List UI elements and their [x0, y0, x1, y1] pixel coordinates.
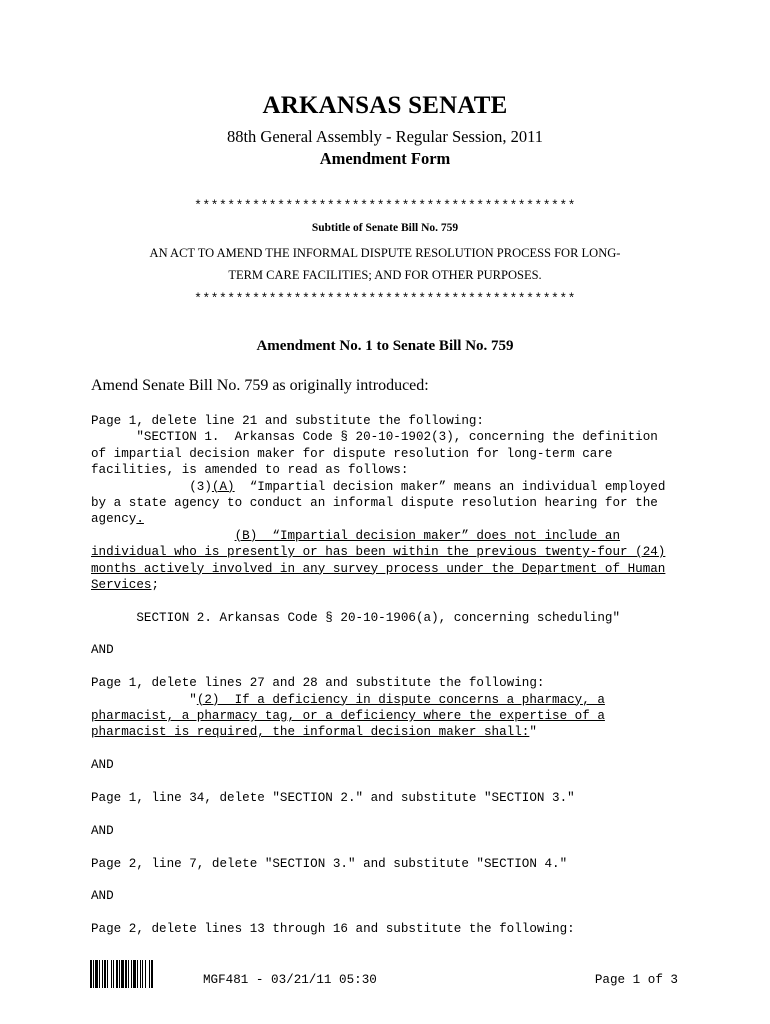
body-text-segment: AND [91, 823, 114, 838]
amendment-intro: Amend Senate Bill No. 759 as originally introduced: [91, 377, 429, 394]
body-line [91, 429, 691, 445]
underlined-inserted-text: (B) “Impartial decision maker” does not include an [234, 528, 621, 543]
body-line [91, 872, 691, 888]
body-line [91, 561, 691, 577]
body-line [91, 708, 691, 724]
body-line [91, 577, 691, 593]
body-text-segment: facilities, is amended to read as follows: [91, 463, 409, 478]
body-line [91, 724, 691, 740]
body-text-segment: Page 2, line 7, delete "SECTION 3." and substitute "SECTION 4." [91, 856, 568, 871]
underlined-inserted-text: (2) If a deficiency in dispute concerns a pharmacy, a [196, 692, 605, 707]
subtitle-line-2: TERM CARE FACILITIES; AND FOR OTHER PURPOSES. [228, 268, 542, 282]
body-text-segment: "SECTION 1. Arkansas Code § 20-10-1902(3), concerning the definition [91, 430, 658, 445]
body-text-segment: AND [91, 889, 114, 904]
body-text-segment: AND [91, 643, 114, 658]
amendment-heading: Amendment No. 1 to Senate Bill No. 759 [256, 338, 514, 354]
underlined-inserted-text: months actively involved in any survey process under the Department of Human [91, 561, 666, 576]
underlined-inserted-text: Services [91, 577, 152, 592]
body-line [91, 626, 691, 642]
body-text-segment: Page 1, delete lines 27 and 28 and substitute the following: [91, 676, 545, 691]
body-text-segment: “Impartial decision maker” means an individual employed [234, 479, 666, 494]
body-line [91, 774, 691, 790]
body-text-segment: Page 1, line 34, delete "SECTION 2." and substitute "SECTION 3." [91, 790, 575, 805]
body-line [91, 659, 691, 675]
underlined-inserted-text: . [136, 512, 144, 527]
body-line [91, 806, 691, 822]
body-text-segment: Page 2, delete lines 13 through 16 and substitute the following: [91, 922, 575, 937]
body-line [91, 642, 691, 658]
body-line [91, 495, 691, 511]
underlined-inserted-text: individual who is presently or has been within the previous twenty-four (24) [91, 545, 666, 560]
body-text-segment: (3) [91, 479, 212, 494]
body-line [91, 888, 691, 904]
underlined-inserted-text: (A) [211, 479, 235, 494]
body-line [91, 856, 691, 872]
subtitle-label: Subtitle of Senate Bill No. 759 [311, 222, 459, 234]
body-line [91, 544, 691, 560]
body-line [91, 446, 691, 462]
body-text-segment: AND [91, 758, 114, 773]
body-line [91, 479, 691, 495]
body-line [91, 839, 691, 855]
body-line [91, 675, 691, 691]
form-name: Amendment Form [319, 149, 451, 168]
session-line: 88th General Assembly - Regular Session, 2011 [226, 127, 544, 146]
document-title: ARKANSAS SENATE [262, 92, 508, 119]
footer-page-number: Page 1 of 3 [594, 973, 678, 987]
body-line [91, 905, 691, 921]
star-divider-top: ********************************************** [194, 198, 576, 213]
body-line [91, 790, 691, 806]
body-text-segment: SECTION 2. Arkansas Code § 20-10-1906(a), concerning scheduling" [91, 610, 621, 625]
body-line [91, 823, 691, 839]
body-line [91, 610, 691, 626]
body-line [91, 921, 691, 937]
body-line [91, 593, 691, 609]
footer-document-id: MGF481 - 03/21/11 05:30 [203, 973, 377, 987]
body-line [91, 462, 691, 478]
amendment-body [91, 413, 691, 938]
body-line [91, 757, 691, 773]
barcode-image [90, 960, 182, 988]
body-text-segment [91, 529, 235, 543]
underlined-inserted-text: pharmacist, a pharmacy tag, or a deficiency where the expertise of a [91, 709, 605, 724]
body-text-segment: " [91, 692, 197, 707]
body-line [91, 413, 691, 429]
body-text-segment: " [529, 725, 537, 740]
subtitle-line-1: AN ACT TO AMEND THE INFORMAL DISPUTE RESOLUTION PROCESS FOR LONG- [149, 246, 621, 260]
body-line [91, 511, 691, 527]
body-line [91, 528, 691, 544]
body-text-segment: by a state agency to conduct an informal dispute resolution hearing for the [91, 495, 658, 510]
body-text-segment: agency [91, 512, 137, 527]
body-text-segment: Page 1, delete line 21 and substitute the following: [91, 414, 484, 428]
body-text-segment: ; [151, 577, 160, 592]
body-text-segment: of impartial decision maker for dispute resolution for long-term care [91, 446, 613, 461]
underlined-inserted-text: pharmacist is required, the informal decision maker shall: [91, 725, 530, 740]
body-line [91, 741, 691, 757]
star-divider-bottom: ********************************************** [194, 291, 576, 306]
body-line [91, 692, 691, 708]
